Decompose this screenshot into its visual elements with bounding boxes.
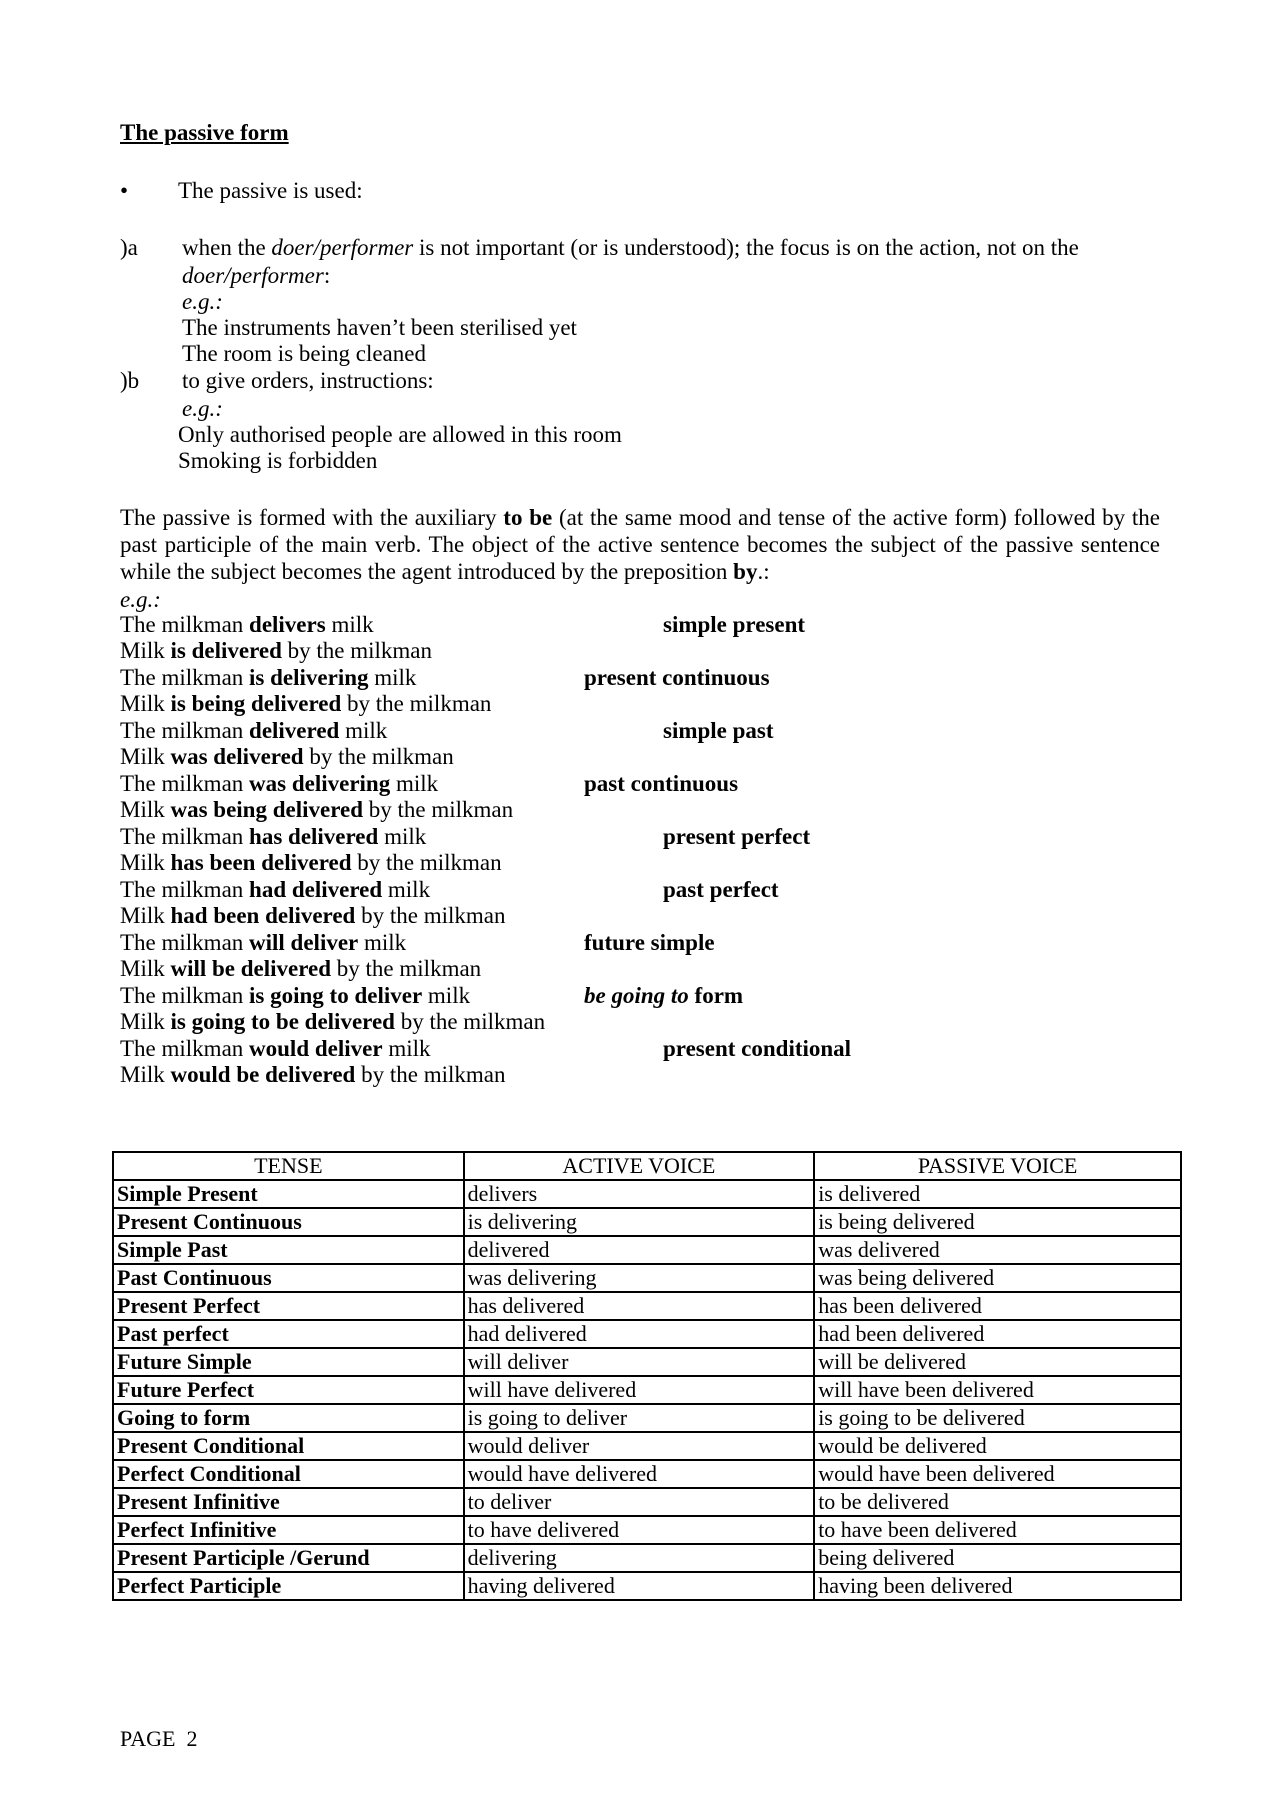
passive-voice-cell: to be delivered xyxy=(814,1488,1181,1516)
table-row xyxy=(113,1404,1181,1432)
text-run: milk xyxy=(378,824,427,849)
verb-bold: has delivered xyxy=(249,824,379,849)
passive-sentence xyxy=(120,797,513,824)
verb-bold: will deliver xyxy=(249,930,359,955)
passive-sentence xyxy=(120,956,481,983)
table-row xyxy=(113,1264,1181,1292)
table-row xyxy=(113,1208,1181,1236)
verb-bold: would deliver xyxy=(249,1036,383,1061)
tense-label xyxy=(663,824,810,851)
verb-bold: has been delivered xyxy=(170,850,352,875)
text-run: milk xyxy=(325,612,374,637)
page-label: PAGE xyxy=(120,1726,176,1751)
text-run: past continuous xyxy=(584,771,739,796)
text-run: by the milkman xyxy=(281,638,432,663)
table-row xyxy=(113,1320,1181,1348)
tense-label xyxy=(584,771,738,798)
verb-bold: was being delivered xyxy=(170,797,364,822)
passive-voice-cell: having been delivered xyxy=(814,1572,1181,1600)
active-sentence xyxy=(120,824,426,851)
passive-sentence xyxy=(120,903,505,930)
verb-bold: is delivering xyxy=(249,665,369,690)
text-run-italic: be going to xyxy=(584,983,689,1008)
page-title: The passive form xyxy=(120,120,289,145)
table-row xyxy=(113,1460,1181,1488)
active-voice-cell: to deliver xyxy=(464,1488,815,1516)
tense-label xyxy=(663,718,774,745)
page-footer xyxy=(120,1726,197,1752)
text-run: past perfect xyxy=(663,877,779,902)
tense-label xyxy=(663,877,779,904)
tense-cell: Future Perfect xyxy=(113,1376,464,1404)
tense-cell: Simple Past xyxy=(113,1236,464,1264)
text-run-italic: doer/performer xyxy=(271,235,414,260)
example-line: The instruments haven’t been sterilised yet xyxy=(182,315,577,340)
verb-bold: would be delivered xyxy=(170,1062,356,1087)
eg-label xyxy=(182,289,223,316)
active-sentence xyxy=(120,983,470,1010)
text-run: milk xyxy=(422,983,471,1008)
passive-voice-cell: had been delivered xyxy=(814,1320,1181,1348)
text-run: future simple xyxy=(584,930,715,955)
text-run: when the xyxy=(182,235,272,260)
text-run: by the milkman xyxy=(394,1009,546,1034)
text-run-bold: by xyxy=(733,558,758,584)
active-voice-cell: delivered xyxy=(464,1236,815,1264)
tense-cell: Present Continuous xyxy=(113,1208,464,1236)
use-a-text xyxy=(182,235,1160,262)
bullet-text: The passive is used: xyxy=(178,178,363,203)
passive-voice-cell: to have been delivered xyxy=(814,1516,1181,1544)
verb-bold: delivers xyxy=(249,612,326,637)
text-run: present continuous xyxy=(584,665,770,690)
passive-sentence xyxy=(120,1009,545,1036)
table-header-row xyxy=(113,1152,1181,1180)
example-line: Smoking is forbidden xyxy=(178,448,378,473)
eg-label xyxy=(182,396,223,423)
text-run: present conditional xyxy=(663,1036,852,1061)
active-voice-cell: is going to deliver xyxy=(464,1404,815,1432)
tense-cell: Perfect Conditional xyxy=(113,1460,464,1488)
formation-paragraph xyxy=(120,505,1160,586)
text-run: by the milkman xyxy=(303,744,454,769)
active-voice-cell: delivering xyxy=(464,1544,815,1572)
passive-sentence xyxy=(120,1062,505,1089)
table-row xyxy=(113,1180,1181,1208)
text-run: The passive is formed with the auxiliary xyxy=(120,505,504,530)
tense-label xyxy=(584,665,770,692)
active-voice-cell: would deliver xyxy=(464,1432,815,1460)
text-run-italic: e.g.: xyxy=(182,289,223,314)
use-a-label: )a xyxy=(120,235,138,260)
text-run: present perfect xyxy=(663,824,811,849)
tense-table xyxy=(112,1151,1182,1601)
table-row xyxy=(113,1516,1181,1544)
tense-cell: Going to form xyxy=(113,1404,464,1432)
text-run: Milk xyxy=(120,850,171,875)
table-row xyxy=(113,1376,1181,1404)
active-voice-cell: having delivered xyxy=(464,1572,815,1600)
text-run: by the milkman xyxy=(341,691,492,716)
column-header: PASSIVE VOICE xyxy=(814,1152,1181,1180)
tense-cell: Perfect Participle xyxy=(113,1572,464,1600)
table-row xyxy=(113,1236,1181,1264)
text-run: The milkman xyxy=(120,930,250,955)
text-run: Milk xyxy=(120,903,171,928)
text-run: The milkman xyxy=(120,718,250,743)
table-row xyxy=(113,1432,1181,1460)
table-row xyxy=(113,1488,1181,1516)
active-sentence xyxy=(120,718,387,745)
page-number: 2 xyxy=(186,1726,198,1751)
tense-label xyxy=(663,612,805,639)
active-voice-cell: delivers xyxy=(464,1180,815,1208)
tense-cell: Present Participle /Gerund xyxy=(113,1544,464,1572)
text-run-italic: e.g.: xyxy=(182,396,223,421)
verb-bold: is going to be delivered xyxy=(170,1009,395,1034)
table-row xyxy=(113,1572,1181,1600)
verb-bold: was delivered xyxy=(170,744,304,769)
verb-bold: delivered xyxy=(249,718,340,743)
use-b-text: to give orders, instructions: xyxy=(182,368,434,393)
text-run: simple past xyxy=(663,718,774,743)
text-run: by the milkman xyxy=(355,1062,506,1087)
passive-voice-cell: was being delivered xyxy=(814,1264,1181,1292)
active-voice-cell: will deliver xyxy=(464,1348,815,1376)
text-run: The milkman xyxy=(120,1036,250,1061)
passive-voice-cell: is being delivered xyxy=(814,1208,1181,1236)
verb-bold: was delivering xyxy=(249,771,391,796)
passive-voice-cell: was delivered xyxy=(814,1236,1181,1264)
active-sentence xyxy=(120,771,438,798)
column-header: TENSE xyxy=(113,1152,464,1180)
table-body xyxy=(113,1180,1181,1600)
active-voice-cell: had delivered xyxy=(464,1320,815,1348)
verb-bold: is being delivered xyxy=(170,691,342,716)
text-run: is not important (or is understood); the focus is on the action, not on the xyxy=(413,235,1079,260)
text-run: milk xyxy=(382,877,431,902)
passive-voice-cell: is going to be delivered xyxy=(814,1404,1181,1432)
active-sentence xyxy=(120,930,406,957)
text-run: Milk xyxy=(120,691,171,716)
text-run: Milk xyxy=(120,797,171,822)
passive-voice-cell: will have been delivered xyxy=(814,1376,1181,1404)
passive-voice-cell: will be delivered xyxy=(814,1348,1181,1376)
active-sentence xyxy=(120,877,430,904)
text-run: form xyxy=(688,983,744,1008)
tense-label xyxy=(584,930,715,957)
active-sentence xyxy=(120,665,416,692)
table-row xyxy=(113,1544,1181,1572)
text-run: by the milkman xyxy=(363,797,514,822)
tense-cell: Present Conditional xyxy=(113,1432,464,1460)
text-run: The milkman xyxy=(120,877,250,902)
text-run: The milkman xyxy=(120,665,250,690)
passive-sentence xyxy=(120,744,454,771)
text-run: Milk xyxy=(120,638,171,663)
text-run: The milkman xyxy=(120,771,250,796)
active-sentence xyxy=(120,1036,430,1063)
tense-cell: Past perfect xyxy=(113,1320,464,1348)
active-voice-cell: has delivered xyxy=(464,1292,815,1320)
text-run: The milkman xyxy=(120,612,250,637)
active-sentence xyxy=(120,612,374,639)
text-run: by the milkman xyxy=(355,903,506,928)
verb-bold: is delivered xyxy=(170,638,282,663)
text-run: : xyxy=(323,263,331,288)
passive-voice-cell: would have been delivered xyxy=(814,1460,1181,1488)
tense-label xyxy=(584,983,743,1010)
text-run: by the milkman xyxy=(331,956,482,981)
text-run: (at the same mood and tense of the active form) followed by the past participle of the main verb. The object of the active sentence becomes the subject of the passive sentence while the subject becomes the agent introduced by the preposition xyxy=(120,505,1160,584)
text-run: milk xyxy=(382,1036,431,1061)
text-run: milk xyxy=(368,665,417,690)
text-run: milk xyxy=(358,930,407,955)
eg-label: e.g.: xyxy=(120,587,161,612)
table-row xyxy=(113,1292,1181,1320)
text-run: Milk xyxy=(120,956,171,981)
verb-bold: had been delivered xyxy=(170,903,356,928)
text-run-italic: doer/performer xyxy=(182,263,324,288)
text-run: simple present xyxy=(663,612,806,637)
column-header: ACTIVE VOICE xyxy=(464,1152,815,1180)
text-run: Milk xyxy=(120,1062,171,1087)
text-run: Milk xyxy=(120,744,171,769)
tense-cell: Perfect Infinitive xyxy=(113,1516,464,1544)
text-run: milk xyxy=(390,771,439,796)
bullet-symbol: • xyxy=(120,178,129,203)
active-voice-cell: to have delivered xyxy=(464,1516,815,1544)
tense-cell: Present Perfect xyxy=(113,1292,464,1320)
active-voice-cell: will have delivered xyxy=(464,1376,815,1404)
passive-voice-cell: would be delivered xyxy=(814,1432,1181,1460)
passive-sentence xyxy=(120,850,502,877)
text-run: by the milkman xyxy=(351,850,502,875)
active-voice-cell: is delivering xyxy=(464,1208,815,1236)
example-line: The room is being cleaned xyxy=(182,341,426,366)
use-a-text-continued xyxy=(182,263,330,290)
passive-sentence xyxy=(120,691,491,718)
passive-voice-cell: is delivered xyxy=(814,1180,1181,1208)
text-run-bold: to be xyxy=(503,505,553,530)
verb-bold: had delivered xyxy=(249,877,383,902)
active-voice-cell: was delivering xyxy=(464,1264,815,1292)
text-run: Milk xyxy=(120,1009,171,1034)
tense-cell: Future Simple xyxy=(113,1348,464,1376)
verb-bold: is going to deliver xyxy=(249,983,423,1008)
passive-sentence xyxy=(120,638,432,665)
text-run: The milkman xyxy=(120,824,250,849)
tense-cell: Present Infinitive xyxy=(113,1488,464,1516)
active-voice-cell: would have delivered xyxy=(464,1460,815,1488)
passive-voice-cell: has been delivered xyxy=(814,1292,1181,1320)
example-line: Only authorised people are allowed in this room xyxy=(178,422,622,447)
table-row xyxy=(113,1348,1181,1376)
verb-bold: will be delivered xyxy=(170,956,332,981)
text-run: .: xyxy=(757,558,770,584)
tense-cell: Past Continuous xyxy=(113,1264,464,1292)
passive-voice-cell: being delivered xyxy=(814,1544,1181,1572)
tense-label xyxy=(663,1036,851,1063)
text-run: The milkman xyxy=(120,983,250,1008)
text-run: milk xyxy=(339,718,388,743)
tense-cell: Simple Present xyxy=(113,1180,464,1208)
use-b-label: )b xyxy=(120,368,140,393)
